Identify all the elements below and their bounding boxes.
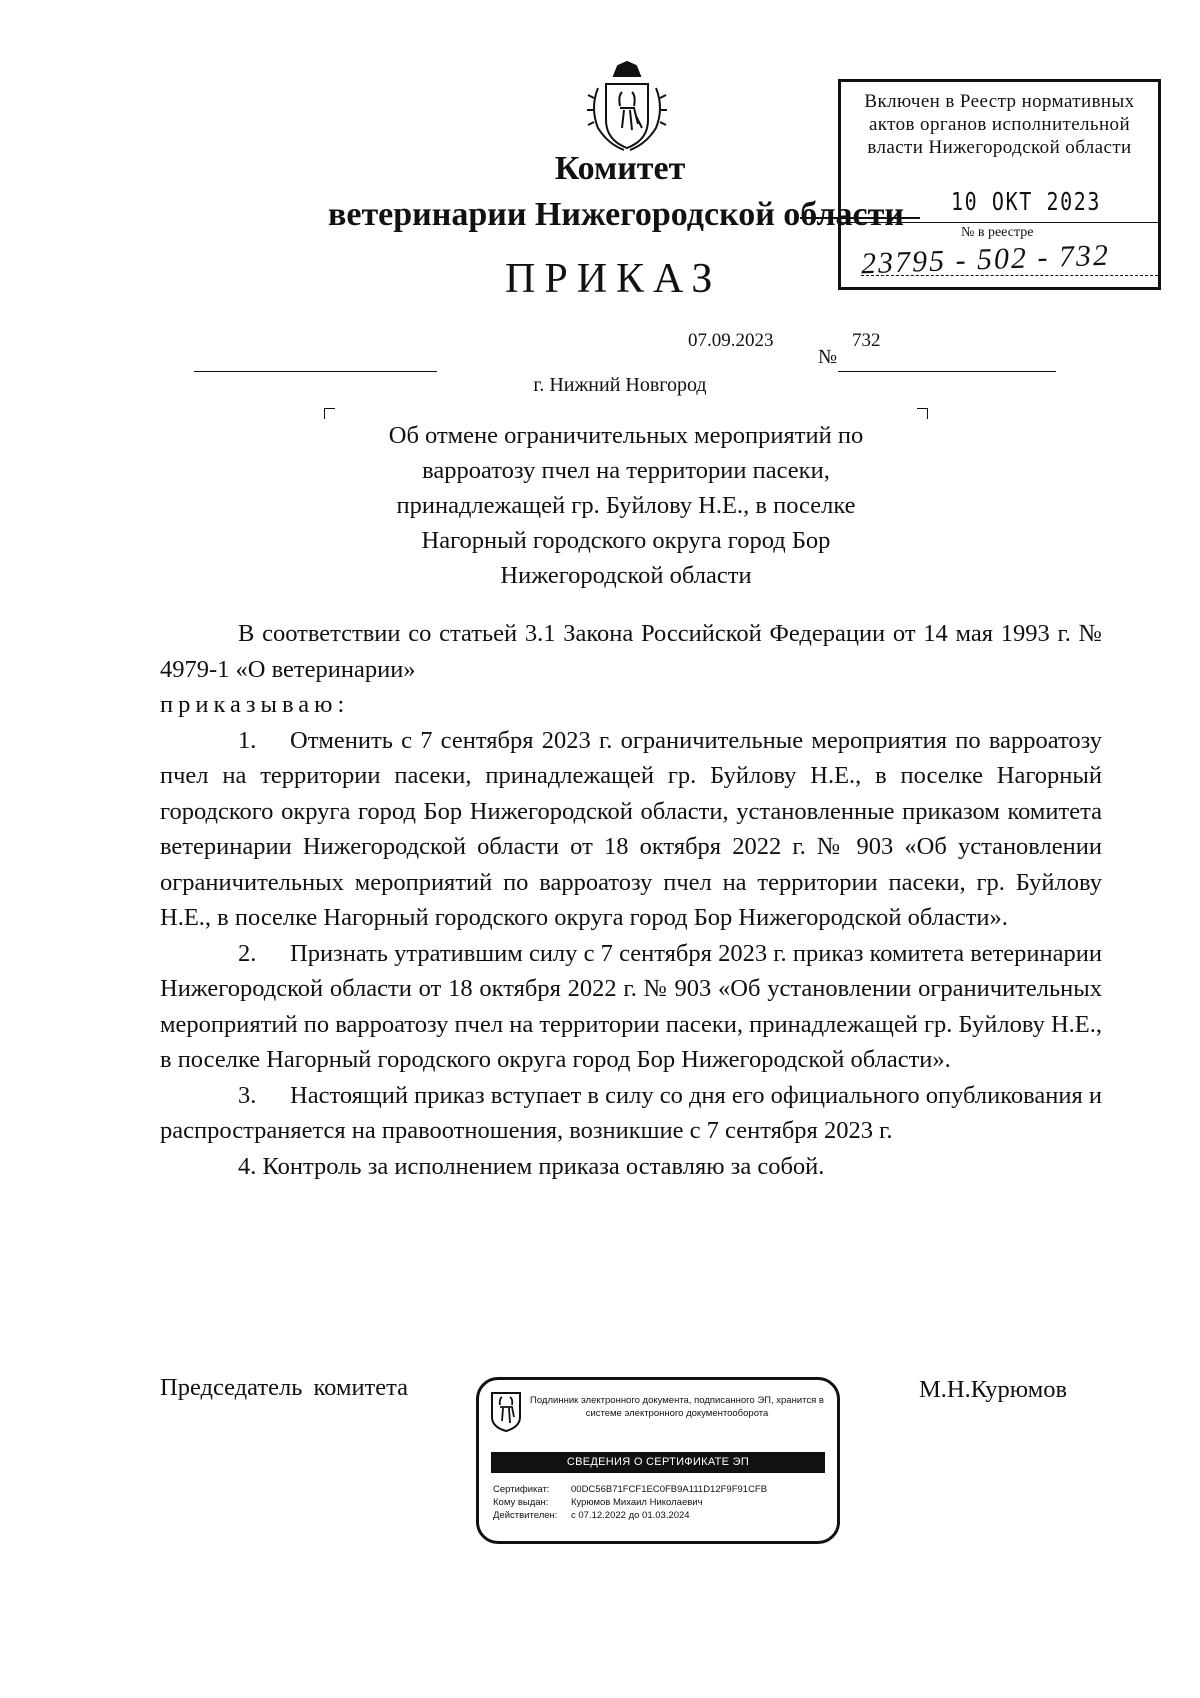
item-text: Отменить с 7 сентября 2023 г. ограничительные мероприятия по варроатозу пчел на территории пасеки, принадлежащей гр. Буйлову Н.Е., в поселке Нагорный городского округа город Бор Нижегородской области, установленные приказом комитета ветеринарии Нижегородской области от 18 октября 2022 г. № 903 «Об установлении ограничительных мероприятий по варроатозу пчел на территории пасеки, гр. Буйлову Н.Е., в поселке Нагорный городского округа город Бор Нижегородской области». (160, 726, 1102, 931)
esign-row-label: Кому выдан: (493, 1497, 549, 1508)
esign-row-label: Действителен: (493, 1510, 558, 1521)
order-item-1 (160, 723, 1102, 936)
order-number: 732 (852, 330, 881, 351)
organization-name-line1: Комитет (554, 150, 686, 187)
signer-name: М.Н.Курюмов (919, 1376, 1068, 1403)
esign-row (493, 1496, 767, 1509)
esign-row (493, 1509, 767, 1522)
order-body (160, 616, 1102, 1184)
order-title-line: варроатозу пчел на территории пасеки, (422, 457, 830, 484)
order-title-line: Нагорный городского округа город Бор (421, 527, 831, 554)
document-type: ПРИКАЗ (505, 256, 722, 302)
order-word: приказываю: (160, 691, 350, 718)
item-number: 1. (238, 726, 257, 754)
registry-stamp-title: Включен в Реестр нормативных актов органов исполнительной власти Нижегородской области (864, 91, 1135, 158)
item-number: 3. (238, 1081, 257, 1109)
esign-row-value: 00DC56B71FCF1EC0FB9A111D12F9F91CFB (571, 1484, 768, 1495)
esign-row-value: с 07.12.2022 до 01.03.2024 (571, 1510, 690, 1521)
coat-of-arms-icon (490, 1391, 522, 1433)
order-title-line: Нижегородской области (500, 562, 752, 589)
signer-position: Председатель комитета (160, 1374, 409, 1401)
coat-of-arms-icon (584, 58, 670, 154)
city: г. Нижний Новгород (533, 374, 707, 396)
item-text: Настоящий приказ вступает в силу со дня его официального опубликования и распространяется на правоотношения, возникшие с 7 сентября 2023 г. (160, 1081, 1102, 1144)
registry-number: 23795 - 502 - 732 (860, 238, 1111, 281)
esign-certificate-details (493, 1483, 767, 1522)
order-item-4: 4. Контроль за исполнением приказа оставляю за собой. (238, 1152, 825, 1180)
esign-header: Подлинник электронного документа, подписанного ЭП, хранится в системе электронного документооборота (530, 1395, 824, 1419)
registry-number-label: № в реестре (961, 225, 1034, 240)
registry-stamp-date: 10 ОКТ 2023 (951, 187, 1102, 216)
organization-name-line2: ветеринарии Нижегородской области (328, 196, 904, 233)
esign-row (493, 1483, 767, 1496)
registry-stamp (838, 79, 1161, 290)
date-underline (194, 371, 437, 372)
esign-row-value: Курюмов Михаил Николаевич (571, 1497, 703, 1508)
order-item-2 (160, 936, 1102, 1078)
registry-number-underline (861, 275, 1158, 276)
esign-row-label: Сертификат: (493, 1484, 550, 1495)
order-item-3 (160, 1078, 1102, 1149)
order-title-line: Об отмене ограничительных мероприятий по (388, 422, 864, 449)
item-number: 2. (238, 939, 257, 967)
electronic-signature-stamp (476, 1377, 840, 1544)
order-title (324, 418, 928, 593)
number-sign: № (818, 346, 838, 368)
order-date: 07.09.2023 (688, 330, 774, 351)
item-text: Признать утратившим силу с 7 сентября 2023 г. приказ комитета ветеринарии Нижегородской области от 18 октября 2022 г. № 903 «Об установлении ограничительных мероприятий по варроатозу пчел на территории пасеки, принадлежащей гр. Буйлову Н.Е., в поселке Нагорный городского округа город Бор Нижегородской области». (160, 939, 1102, 1073)
order-title-line: принадлежащей гр. Буйлову Н.Е., в поселке (396, 492, 856, 519)
registry-stamp-divider (841, 222, 1158, 223)
preamble: В соответствии со статьей 3.1 Закона Российской Федерации от 14 мая 1993 г. № 4979-1 «О ветеринарии» (160, 620, 1102, 683)
esign-certificate-bar: СВЕДЕНИЯ О СЕРТИФИКАТЕ ЭП (491, 1452, 825, 1473)
number-underline (838, 371, 1056, 372)
